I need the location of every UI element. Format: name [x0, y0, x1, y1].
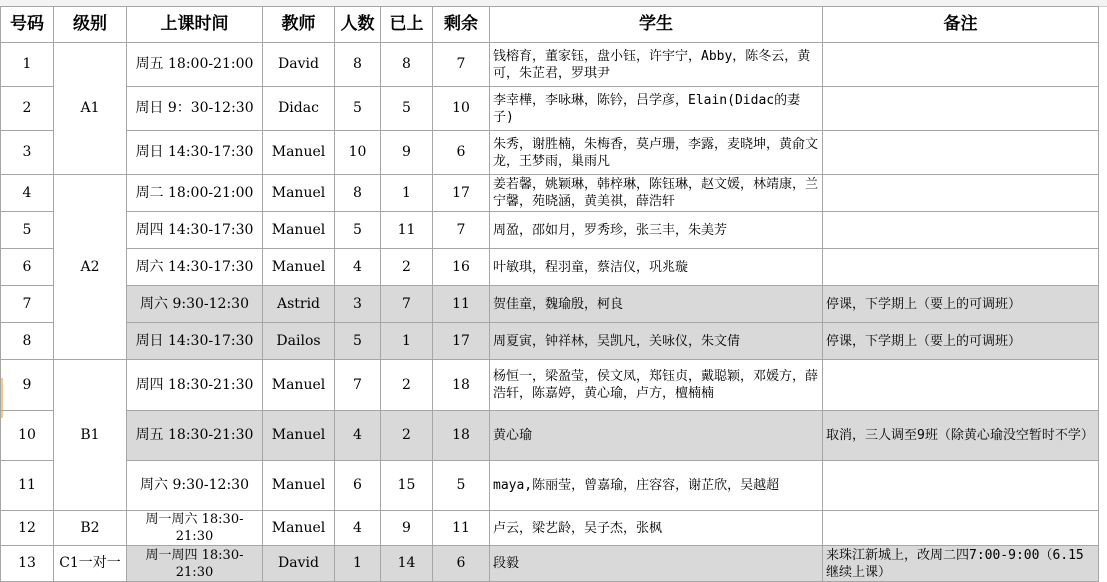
- cell-teacher[interactable]: Astrid: [263, 286, 335, 323]
- cell-done[interactable]: 9: [381, 511, 433, 546]
- cell-teacher[interactable]: Manuel: [263, 212, 335, 249]
- cell-done[interactable]: 11: [381, 212, 433, 249]
- cell-time[interactable]: 周二 18:00-21:00: [127, 175, 263, 212]
- cell-students[interactable]: 钱榕育，董家钰，盘小钰，许宇宁，Abby，陈冬云，黄可，朱芷君，罗琪尹: [490, 43, 823, 87]
- table-row: [1, 461, 1099, 511]
- cell-left[interactable]: 17: [433, 175, 490, 212]
- cell-count[interactable]: 8: [335, 43, 381, 87]
- header-level[interactable]: 级别: [54, 7, 127, 43]
- cell-students[interactable]: 贺佳童，魏瑜殷，柯良: [490, 286, 823, 323]
- cell-time[interactable]: 周一周六 18:30-21:30: [127, 511, 263, 546]
- cell-count[interactable]: 4: [335, 411, 381, 461]
- cell-level[interactable]: B1: [54, 360, 127, 511]
- cell-done[interactable]: 9: [381, 131, 433, 175]
- cell-teacher[interactable]: Manuel: [263, 360, 335, 411]
- cell-number[interactable]: 5: [1, 212, 54, 249]
- cell-students[interactable]: 杨恒一，梁盈莹，侯文凤，郑钰贞，戴聪颖，邓媛方，薛浩轩，陈嘉婷，黄心瑜，卢方，檀楠楠: [490, 360, 823, 411]
- cell-done[interactable]: 8: [381, 43, 433, 87]
- cell-students[interactable]: maya,陈丽莹，曾嘉瑜，庄容容，谢芷欣，吴越超: [490, 461, 823, 511]
- cell-teacher[interactable]: Manuel: [263, 461, 335, 511]
- table-row: [1, 249, 1099, 286]
- table-row: [1, 87, 1099, 131]
- cell-count[interactable]: 3: [335, 286, 381, 323]
- cell-time[interactable]: 周六 9:30-12:30: [127, 461, 263, 511]
- cell-teacher[interactable]: Manuel: [263, 175, 335, 212]
- cell-teacher[interactable]: Manuel: [263, 249, 335, 286]
- cell-count[interactable]: 5: [335, 212, 381, 249]
- cell-done[interactable]: 2: [381, 360, 433, 411]
- cell-remark[interactable]: [823, 461, 1099, 511]
- header-done[interactable]: 已上: [381, 7, 433, 43]
- cell-number[interactable]: 11: [1, 461, 54, 511]
- cell-number[interactable]: 13: [1, 546, 54, 582]
- cell-teacher[interactable]: Dailos: [263, 323, 335, 360]
- cell-remark[interactable]: [823, 131, 1099, 175]
- cell-remark[interactable]: [823, 43, 1099, 87]
- cell-count[interactable]: 6: [335, 461, 381, 511]
- cell-number[interactable]: 4: [1, 175, 54, 212]
- cell-left[interactable]: 16: [433, 249, 490, 286]
- cell-remark[interactable]: 取消，三人调至9班（除黄心瑜没空暂时不学）: [823, 411, 1099, 461]
- cell-done[interactable]: 7: [381, 286, 433, 323]
- cell-time[interactable]: 周日 14:30-17:30: [127, 131, 263, 175]
- cell-remark[interactable]: [823, 175, 1099, 212]
- cell-teacher[interactable]: Manuel: [263, 411, 335, 461]
- header-remark[interactable]: 备注: [823, 7, 1099, 43]
- cell-students[interactable]: 周盈，邵如月，罗秀珍，张三丰，朱美芳: [490, 212, 823, 249]
- cell-count[interactable]: 5: [335, 323, 381, 360]
- cell-teacher[interactable]: Manuel: [263, 511, 335, 546]
- header-time[interactable]: 上课时间: [127, 7, 263, 43]
- table-row: [1, 546, 1099, 582]
- cell-time[interactable]: 周日 14:30-17:30: [127, 323, 263, 360]
- cell-level[interactable]: B2: [54, 511, 127, 546]
- cell-left[interactable]: 7: [433, 212, 490, 249]
- header-students[interactable]: 学生: [490, 7, 823, 43]
- cell-level[interactable]: A1: [54, 43, 127, 175]
- cell-students[interactable]: 姜若馨，姚颖琳，韩梓琳，陈钰琳，赵文媛，林靖康，兰宁馨，苑晓涵，黄美祺，薛浩轩: [490, 175, 823, 212]
- cell-level[interactable]: C1一对一: [54, 546, 127, 582]
- cell-left[interactable]: 5: [433, 461, 490, 511]
- cell-left[interactable]: 10: [433, 87, 490, 131]
- header-row: [1, 7, 1099, 43]
- cell-number[interactable]: 2: [1, 87, 54, 131]
- cell-left[interactable]: 11: [433, 511, 490, 546]
- header-number[interactable]: 号码: [1, 7, 54, 43]
- cell-students[interactable]: 李幸樺，李咏琳，陈钤，吕学彦，Elain(Didac的妻子): [490, 87, 823, 131]
- cell-number[interactable]: 1: [1, 43, 54, 87]
- cell-done[interactable]: 1: [381, 323, 433, 360]
- cell-done[interactable]: 14: [381, 546, 433, 582]
- cell-students[interactable]: 朱秀，谢胜楠，朱梅香，莫卢珊，李露，麦晓坤，黄俞文龙，王梦雨，巢雨凡: [490, 131, 823, 175]
- cell-count[interactable]: 5: [335, 87, 381, 131]
- cell-teacher[interactable]: Manuel: [263, 131, 335, 175]
- cell-left[interactable]: 18: [433, 411, 490, 461]
- cell-remark[interactable]: [823, 249, 1099, 286]
- cell-teacher[interactable]: David: [263, 546, 335, 582]
- header-teacher[interactable]: 教师: [263, 7, 335, 43]
- class-schedule-table: [0, 6, 1099, 582]
- table-row: [1, 175, 1099, 212]
- table-row: [1, 511, 1099, 546]
- table-row: [1, 411, 1099, 461]
- cell-done[interactable]: 15: [381, 461, 433, 511]
- cell-time[interactable]: 周四 14:30-17:30: [127, 212, 263, 249]
- cell-teacher[interactable]: David: [263, 43, 335, 87]
- cell-number[interactable]: 7: [1, 286, 54, 323]
- cell-time[interactable]: 周六 14:30-17:30: [127, 249, 263, 286]
- cell-students[interactable]: 黄心瑜: [490, 411, 823, 461]
- cell-time[interactable]: 周日 9：30-12:30: [127, 87, 263, 131]
- cell-remark[interactable]: 来珠江新城上，改周二四7:00-9:00（6.15继续上课）: [823, 546, 1099, 582]
- table-row: [1, 286, 1099, 323]
- cell-level[interactable]: A2: [54, 175, 127, 360]
- cell-count[interactable]: 10: [335, 131, 381, 175]
- header-count[interactable]: 人数: [335, 7, 381, 43]
- cell-remark[interactable]: [823, 511, 1099, 546]
- cell-count[interactable]: 8: [335, 175, 381, 212]
- cell-students[interactable]: 叶敏琪，程羽童，蔡洁仪，巩兆璇: [490, 249, 823, 286]
- cell-count[interactable]: 4: [335, 249, 381, 286]
- cell-count[interactable]: 4: [335, 511, 381, 546]
- cell-time[interactable]: 周一周四 18:30-21:30: [127, 546, 263, 582]
- cell-remark[interactable]: [823, 212, 1099, 249]
- cell-time[interactable]: 周五 18:00-21:00: [127, 43, 263, 87]
- cell-done[interactable]: 2: [381, 249, 433, 286]
- cell-number[interactable]: 9: [1, 360, 54, 411]
- cell-remark[interactable]: 停课，下学期上（要上的可调班）: [823, 323, 1099, 360]
- cell-number[interactable]: 3: [1, 131, 54, 175]
- cell-time[interactable]: 周六 9:30-12:30: [127, 286, 263, 323]
- cell-done[interactable]: 5: [381, 87, 433, 131]
- cell-students[interactable]: 段毅: [490, 546, 823, 582]
- header-left[interactable]: 剩余: [433, 7, 490, 43]
- table-row: [1, 212, 1099, 249]
- cell-remark[interactable]: [823, 87, 1099, 131]
- cell-left[interactable]: 17: [433, 323, 490, 360]
- cell-number[interactable]: 6: [1, 249, 54, 286]
- cell-number[interactable]: 10: [1, 411, 54, 461]
- cell-students[interactable]: 周夏寅，钟祥林，吴凯凡，关咏仪，朱文倩: [490, 323, 823, 360]
- table-row: [1, 360, 1099, 411]
- cell-time[interactable]: 周四 18:30-21:30: [127, 360, 263, 411]
- cell-left[interactable]: 6: [433, 546, 490, 582]
- cell-count[interactable]: 7: [335, 360, 381, 411]
- cell-left[interactable]: 18: [433, 360, 490, 411]
- cell-left[interactable]: 6: [433, 131, 490, 175]
- cell-students[interactable]: 卢云，梁艺龄，吴子杰，张枫: [490, 511, 823, 546]
- cell-done[interactable]: 1: [381, 175, 433, 212]
- cell-left[interactable]: 7: [433, 43, 490, 87]
- cell-time[interactable]: 周五 18:30-21:30: [127, 411, 263, 461]
- cell-remark[interactable]: [823, 360, 1099, 411]
- cell-count[interactable]: 1: [335, 546, 381, 582]
- cell-done[interactable]: 2: [381, 411, 433, 461]
- table-row: [1, 323, 1099, 360]
- cell-teacher[interactable]: Didac: [263, 87, 335, 131]
- cell-left[interactable]: 11: [433, 286, 490, 323]
- cell-number[interactable]: 12: [1, 511, 54, 546]
- table-row: [1, 131, 1099, 175]
- cell-remark[interactable]: 停课，下学期上（要上的可调班）: [823, 286, 1099, 323]
- cell-number[interactable]: 8: [1, 323, 54, 360]
- table-row: [1, 43, 1099, 87]
